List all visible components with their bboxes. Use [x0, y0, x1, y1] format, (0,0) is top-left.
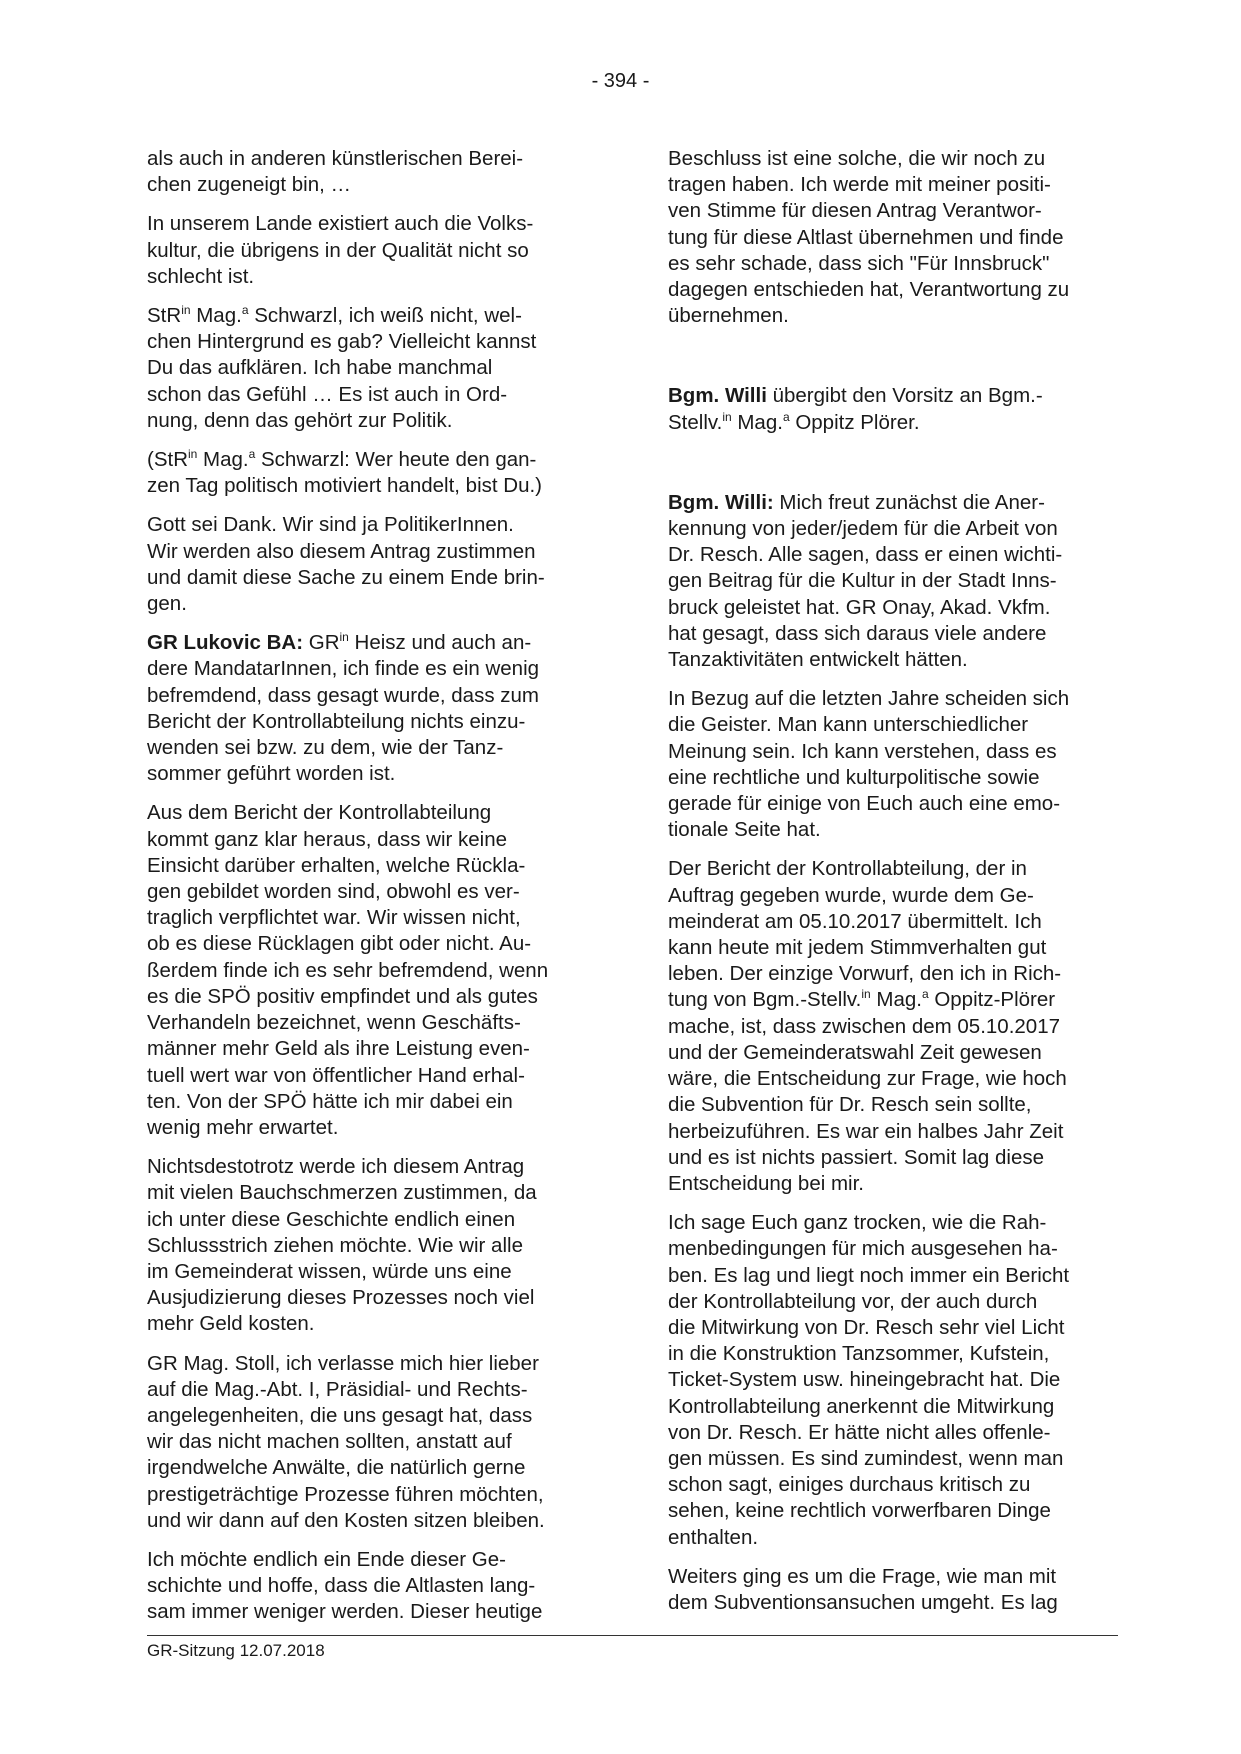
paragraph: Aus dem Bericht der Kontrollabteilung kommt ganz klar heraus, dass wir keine Einsicht darüber erhalten, welche Rückla- gen gebildet worden sind, obwohl es ver- traglich verpflichtet war. Wir wissen nicht, ob es diese Rücklagen gibt oder nicht. Au- ßerdem finde ich es sehr befremdend, wenn es die SPÖ positiv empfindet und als gutes Verhandeln bezeichnet, wenn Geschäfts- männer mehr Geld als ihre Leistung even- tuell wert war von öffentlicher Hand erhal- ten. Von der SPÖ hätte ich mir dabei ein wenig mehr erwartet.	[147, 801, 549, 1139]
paragraph: Beschluss ist eine solche, die wir noch zu tragen haben. Ich werde mit meiner positi- ven Stimme für diesen Antrag Verantwor- tung für diese Altlast übernehmen und finde es sehr schade, dass sich "Für Innsbruck" dagegen entschieden hat, Verantwortung zu übernehmen.	[668, 147, 1070, 328]
speaker-paragraph: GR Lukovic BA: $GR^{in}$ Heisz und auch an- dere MandatarInnen, ich finde es ein wenig befremdend, dass gesagt wurde, dass zum Bericht der Kontrollabteilung nichts einzu- wenden sei bzw. zu dem, wie der Tanz- sommer geführt worden ist.	[147, 630, 540, 786]
speaker-name: Bgm. Willi:	[668, 490, 774, 514]
paragraph: Ich sage Euch ganz trocken, wie die Rah- menbedingungen für mich ausgesehen ha- ben. Es lag und liegt noch immer ein Bericht der Kontrollabteilung vor, der auch durch die Mitwirkung von Dr. Resch sehr viel Licht in die Konstruktion Tanzsommer, Kufstein, Ticket-System usw. hineingebracht hat. Die Kontrollabteilung anerkennt die Mitwirkung von Dr. Resch. Er hätte nicht alles offenle- gen müssen. Es sind zumindest, wenn man schon sagt, einiges durchaus kritisch zu sehen, keine rechtlich vorwerfbaren Dinge enthalten.	[668, 1211, 1070, 1549]
paragraph: Gott sei Dank. Wir sind ja PolitikerInnen. Wir werden also diesem Antrag zustimmen und damit diese Sache zu einem Ende brin- gen.	[147, 513, 545, 616]
speaker-paragraph: Bgm. Willi: Mich freut zunächst die Aner- kennung von jeder/jedem für die Arbeit von Dr. Resch. Alle sagen, dass er einen wichti- gen Beitrag für die Kultur in der Stadt Inns- bruck geleistet hat. GR Onay, Akad. Vkfm. hat gesagt, dass sich daraus viele andere Tanzaktivitäten entwickelt hätten.	[668, 490, 1063, 672]
footer-text: GR-Sitzung 12.07.2018	[147, 1641, 325, 1660]
paragraph: Nichtsdestotrotz werde ich diesem Antrag mit vielen Bauchschmerzen zustimmen, da ich unter diese Geschichte endlich einen Schlussstrich ziehen möchte. Wie wir alle im Gemeinderat wissen, würde uns eine Ausjudizierung dieses Prozesses noch viel mehr Geld kosten.	[147, 1155, 537, 1336]
interjection-paragraph: (StR$^{in}$ Mag.$^a$ Schwarzl: Wer heute den gan- zen Tag politisch motiviert handelt, bist Du.)	[147, 447, 543, 498]
page-number: - 394 -	[591, 70, 650, 92]
paragraph: als auch in anderen künstlerischen Berei- chen zugeneigt bin, …	[147, 147, 524, 197]
paragraph: In unserem Lande existiert auch die Volks- kultur, die übrigens in der Qualität nicht so schlecht ist.	[147, 212, 534, 288]
speaker-name: GR Lukovic BA:	[147, 631, 304, 655]
paragraph: Weiters ging es um die Frage, wie man mit dem Subventionsansuchen umgeht. Es lag	[668, 1564, 1058, 1614]
paragraph: GR Mag. Stoll, ich verlasse mich hier lieber auf die Mag.-Abt. I, Präsidial- und Rechts- angelegenheiten, die uns gesagt hat, dass wir das nicht machen sollten, anstatt auf irgendwelche Anwälte, die natürlich gerne prestigeträchtige Prozesse führen möchten, und wir dann auf den Kosten sitzen bleiben.	[147, 1351, 545, 1532]
paragraph: StR$^{in}$ Mag.$^a$ Schwarzl, ich weiß nicht, wel- chen Hintergrund es gab? Vielleicht kannst Du das aufklären. Ich habe manchmal schon das Gefühl … Es ist auch in Ord- nung, denn das gehört zur Politik.	[147, 303, 537, 432]
paragraph: In Bezug auf die letzten Jahre scheiden sich die Geister. Man kann unterschiedlicher Meinung sein. Ich kann verstehen, dass es eine rechtliche und kulturpolitische sowie gerade für einige von Euch auch eine emo- tionale Seite hat.	[668, 687, 1070, 842]
paragraph: Ich möchte endlich ein Ende dieser Ge- schichte und hoffe, dass die Altlasten lang- sam immer weniger werden. Dieser heutige	[147, 1547, 543, 1624]
footer-divider	[147, 1635, 1118, 1636]
paragraph: Der Bericht der Kontrollabteilung, der in Auftrag gegeben wurde, wurde dem Ge- meinderat am 05.10.2017 übermittelt. Ich kann heute mit jedem Stimmverhalten gut leben. Der einzige Vorwurf, den ich in Rich- tung von Bgm.-Stellv.$^{in}$ Mag.$^a$ Oppitz-Plörer mache, ist, dass zwischen dem 05.10.2017 und der Gemeinderatswahl Zeit gewesen wäre, die Entscheidung zur Frage, wie hoch die Subvention für Dr. Resch sein sollte, herbeizuführen. Es war ein halbes Jahr Zeit und es ist nichts passiert. Somit lag diese Entscheidung bei mir.	[668, 857, 1067, 1195]
chair-handover-note: Bgm. Willi übergibt den Vorsitz an Bgm.- Stellv.$^{in}$ Mag.$^a$ Oppitz Plörer.	[668, 384, 1043, 434]
left-column	[147, 146, 601, 1639]
right-column	[668, 146, 1128, 1629]
speaker-name: Bgm. Willi	[668, 384, 767, 408]
